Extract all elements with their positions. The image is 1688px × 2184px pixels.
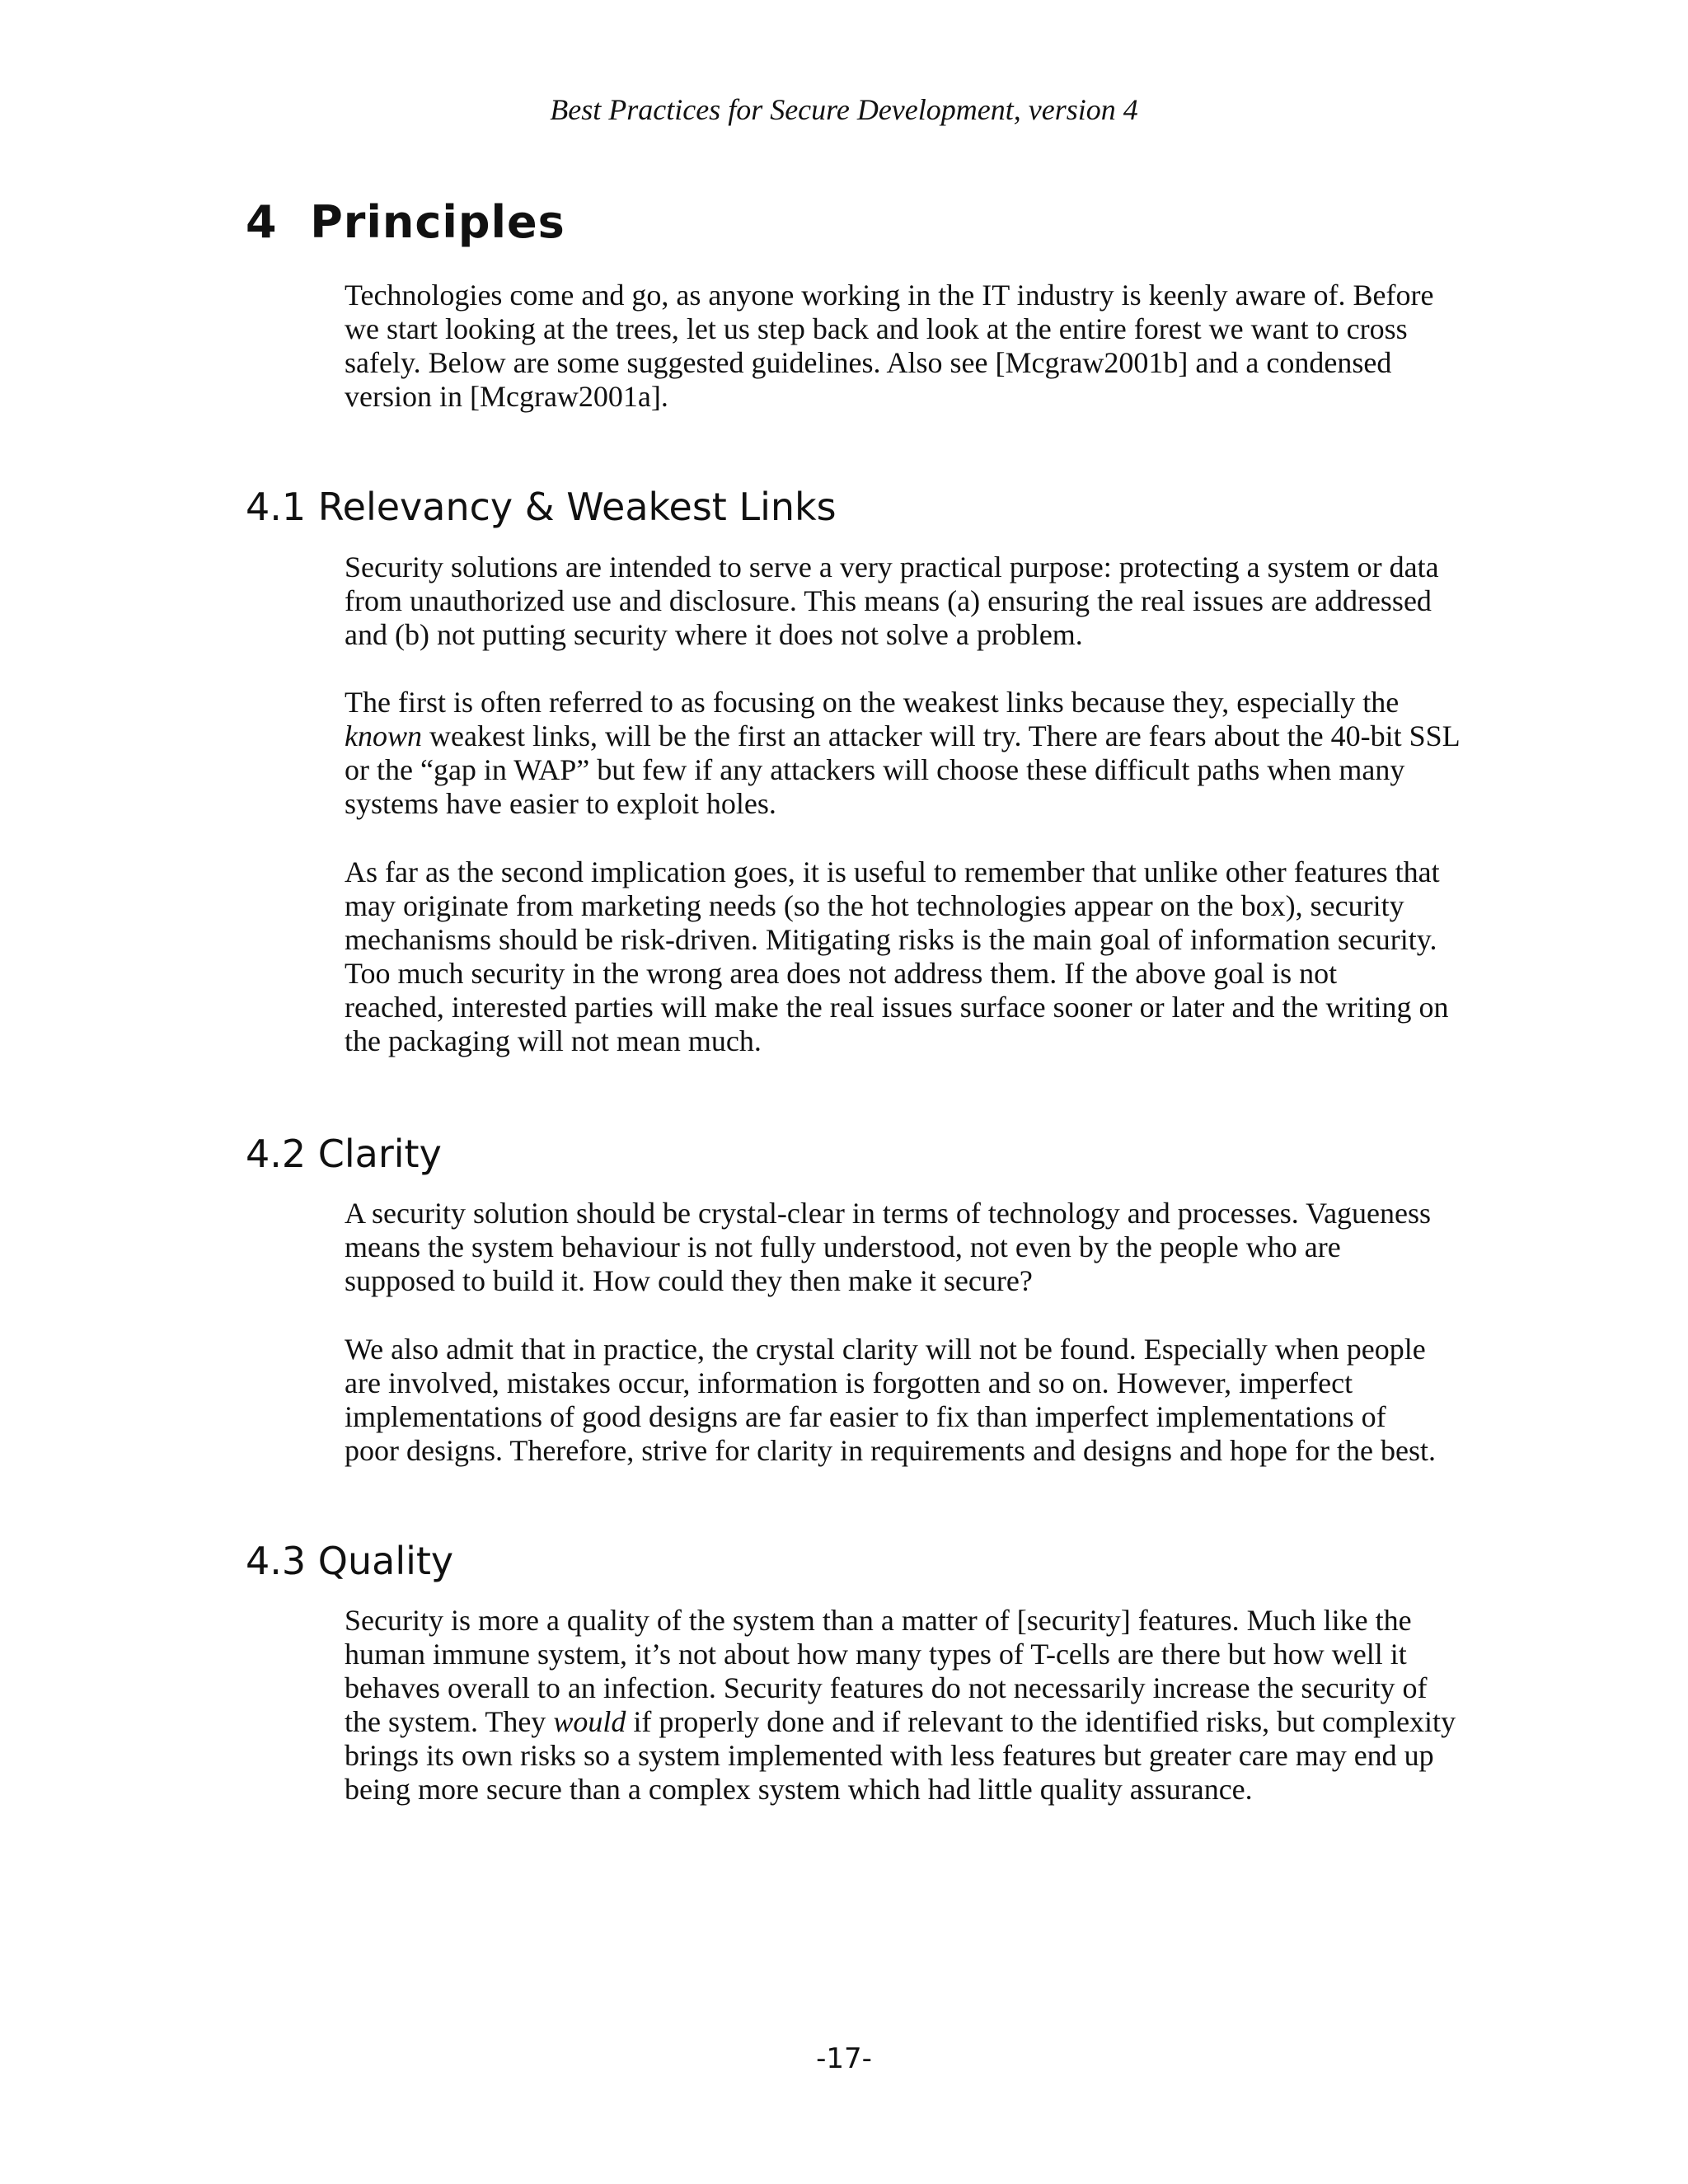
chapter-title-text: Principles [310,196,565,248]
section-heading-relevancy: 4.1 Relevancy & Weakest Links [246,485,837,529]
section-paragraph [345,551,1439,652]
text-line: safely. Below are some suggested guidelines. Also see [Mcgraw2001b] and a condensed [345,346,1392,379]
text-fragment: the system. They [345,1705,554,1738]
text-line: We also admit that in practice, the crystal clarity will not be found. Especially when people [345,1333,1426,1366]
text-line: we start looking at the trees, let us step back and look at the entire forest we want to cross [345,312,1408,345]
section-heading-clarity: 4.2 Clarity [246,1132,442,1176]
chapter-number: 4 [246,196,278,248]
section-paragraph [345,686,1461,821]
text-line: Too much security in the wrong area does not address them. If the above goal is not [345,957,1338,990]
text-line: behaves overall to an infection. Security features do not necessarily increase the security of [345,1671,1428,1704]
section-paragraph [345,1197,1432,1298]
emphasis-known: known [345,719,422,752]
text-line: Technologies come and go, as anyone working in the IT industry is keenly aware of. Before [345,279,1434,312]
section-paragraph [345,1604,1456,1807]
chapter-intro-paragraph [345,279,1432,414]
text-line: brings its own risks so a system implemented with less features but greater care may end up [345,1739,1434,1772]
text-line: poor designs. Therefore, strive for clarity in requirements and designs and hope for the best. [345,1434,1436,1467]
text-line: supposed to build it. How could they then make it secure? [345,1264,1033,1297]
section-heading-quality: 4.3 Quality [246,1539,454,1583]
chapter-title [246,196,565,248]
running-header: Best Practices for Secure Development, version 4 [550,93,1138,126]
page-number: -17- [816,2042,872,2075]
text-fragment: weakest links, will be the first an attacker will try. There are fears about the 40-bit SSL [422,719,1461,752]
text-line: A security solution should be crystal-clear in terms of technology and processes. Vagueness [345,1197,1432,1230]
text-line: mechanisms should be risk-driven. Mitigating risks is the main goal of information security. [345,923,1437,956]
text-line: Security is more a quality of the system than a matter of [security] features. Much like the [345,1604,1412,1637]
text-line [345,719,1461,753]
text-line: means the system behaviour is not fully understood, not even by the people who are [345,1230,1341,1263]
text-line: implementations of good designs are far easier to fix than imperfect implementations of [345,1400,1386,1433]
text-line: and (b) not putting security where it does not solve a problem. [345,618,1083,651]
emphasis-would: would [553,1705,626,1738]
text-line: may originate from marketing needs (so the hot technologies appear on the box), security [345,889,1404,922]
text-fragment: if properly done and if relevant to the identified risks, but complexity [626,1705,1456,1738]
section-paragraph [345,855,1449,1058]
text-line: Security solutions are intended to serve a very practical purpose: protecting a system or data [345,551,1439,583]
text-line: As far as the second implication goes, it is useful to remember that unlike other features that [345,855,1440,888]
text-line: reached, interested parties will make the real issues surface sooner or later and the writing on [345,991,1449,1024]
text-line [345,1705,1456,1739]
text-line: human immune system, it’s not about how many types of T-cells are there but how well it [345,1638,1407,1671]
section-paragraph [345,1333,1436,1468]
text-line: The first is often referred to as focusing on the weakest links because they, especially the [345,686,1400,719]
text-line: from unauthorized use and disclosure. This means (a) ensuring the real issues are addressed [345,584,1432,617]
text-line: or the “gap in WAP” but few if any attackers will choose these difficult paths when many [345,753,1405,786]
text-line: are involved, mistakes occur, information is forgotten and so on. However, imperfect [345,1366,1353,1399]
text-line: being more secure than a complex system which had little quality assurance. [345,1773,1253,1806]
text-line: version in [Mcgraw2001a]. [345,380,668,413]
text-line: the packaging will not mean much. [345,1024,762,1057]
text-line: systems have easier to exploit holes. [345,787,776,820]
